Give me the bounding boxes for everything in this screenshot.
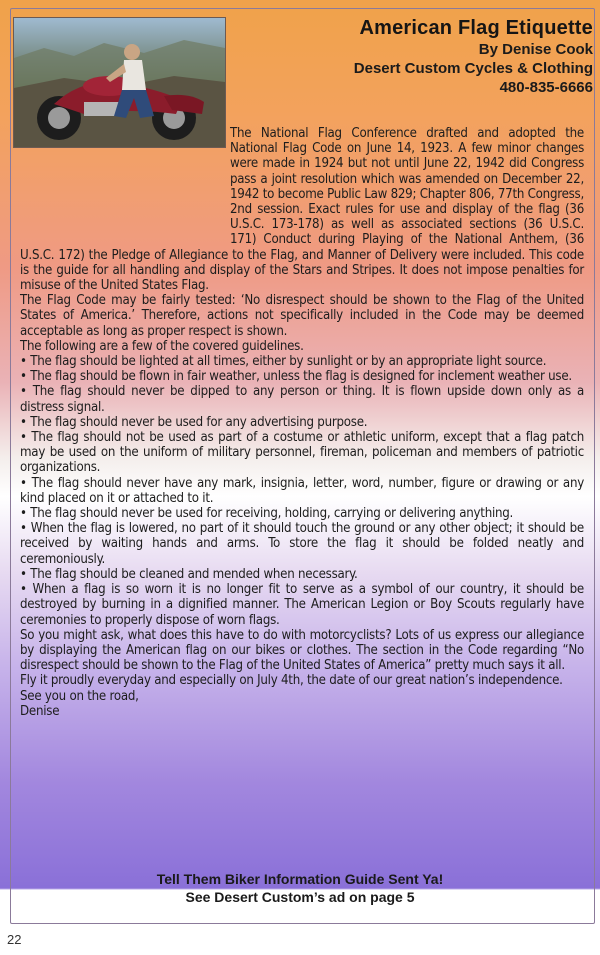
article-body — [20, 126, 584, 719]
guideline-item: • When a flag is so worn it is no longer fit to serve as a symbol of our country, it should be destroyed by burning in a dignified manner. The American Legion or Boy Scouts regularly have ceremonies to properly dispose of worn flags. — [20, 582, 584, 628]
guideline-item: • The flag should not be used as part of a costume or athletic uniform, except that a flag patch may be used on the uniform of military personnel, fireman, policeman and members of patriotic organizations. — [20, 430, 584, 476]
guidelines-intro: The following are a few of the covered guidelines. — [20, 338, 304, 354]
guideline-item: • The flag should never be used for any advertising purpose. — [20, 414, 368, 430]
guideline-item: • The flag should be cleaned and mended when necessary. — [20, 566, 358, 582]
intro-paragraph: The National Flag Conference drafted and adopted the National Flag Code on June 14, 1923. A few minor changes were made in 1924 but not until June 22, 1942 did Congress pass a joint resolution which was amended on December 22, 1942 to become Public Law 829; Chapter 806, 77th Congress, 2nd session. Exact rules for use and display of the flag (36 U.S.C. 173-178) as well as associated sections (36 U.S.C. 171) Conduct during Playing of the National Anthem, (36 U.S.C. 172) the Pledge of Allegiance to the Flag, and Manner of Delivery were included. This code is the guide for all handling and display of the Stars and Stripes. It does not impose penalties for misuse of the United States Flag. — [20, 126, 585, 294]
motorcyclist-paragraph: So you might ask, what does this have to do with motorcyclists? Lots of us express our allegiance by displaying the American flag on our bikes or clothes. The section in the Code regarding “No disrespect should be shown to the Flag of the United States of America” pretty much says it all. — [20, 627, 584, 674]
phone-number: 480-835-6666 — [499, 79, 593, 96]
author-byline: By Denise Cook — [478, 41, 593, 58]
flag-code-paragraph: The Flag Code may be fairly tested: ‘No disrespect should be shown to the Flag of the United States of America.’ Therefore, actions not specifically included in the Code may be deemed acceptable as long as proper respect is shown. — [20, 293, 584, 339]
footer-ad-reference: See Desert Custom’s ad on page 5 — [185, 889, 415, 905]
article-header — [354, 16, 593, 97]
guideline-item: • The flag should be flown in fair weather, unless the flag is designed for inclement weather use. — [20, 369, 572, 385]
article-footer — [0, 870, 600, 906]
signoff-line: See you on the road, — [20, 688, 139, 704]
photo-wrap-spacer — [20, 126, 230, 238]
guideline-item: • When the flag is lowered, no part of it should touch the ground or any other object; it should be received by waiting hands and arms. To store the flag it should be folded neatly and ceremoniously. — [20, 521, 584, 567]
guideline-item: • The flag should be lighted at all times, either by sunlight or by an appropriate light source. — [20, 354, 547, 370]
footer-tagline: Tell Them Biker Information Guide Sent Ya! — [156, 871, 444, 887]
guideline-item: • The flag should never have any mark, insignia, letter, word, number, figure or drawing or any kind placed on it or attached to it. — [20, 475, 584, 506]
page-number: 22 — [7, 932, 22, 947]
article-title: American Flag Etiquette — [359, 17, 593, 39]
company-name: Desert Custom Cycles & Clothing — [353, 60, 593, 77]
author-signature: Denise — [20, 703, 60, 719]
guideline-item: • The flag should never be used for receiving, holding, carrying or delivering anything. — [20, 506, 514, 522]
guideline-item: • The flag should never be dipped to any person or thing. It is flown upside down only as a distress signal. — [20, 384, 584, 415]
closing-paragraph: Fly it proudly everyday and especially on July 4th, the date of our great nation’s independence. — [20, 673, 563, 689]
